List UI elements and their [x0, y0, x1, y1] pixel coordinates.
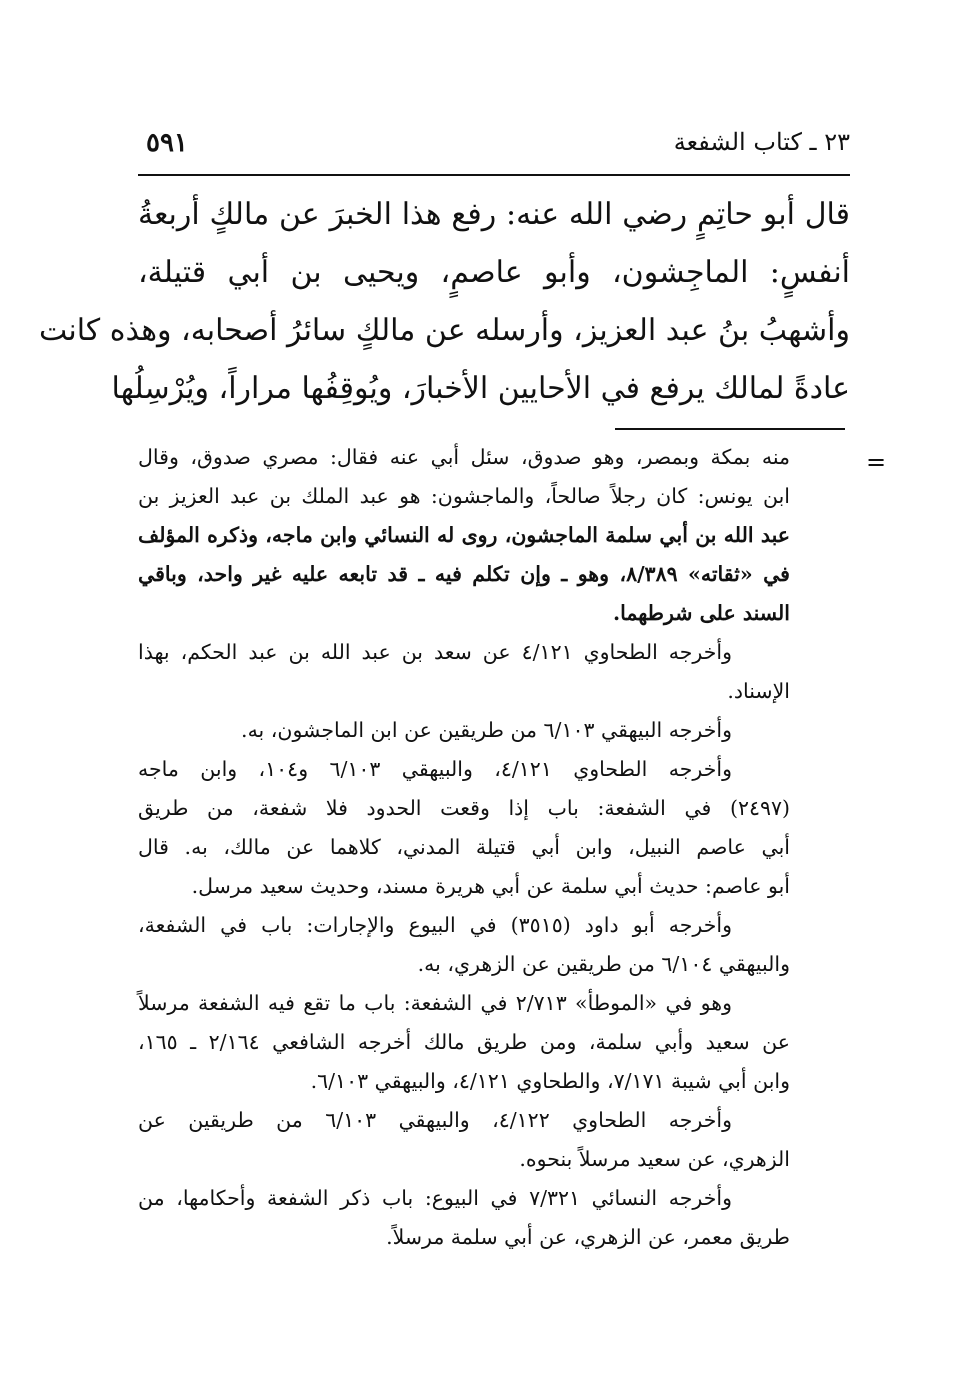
footnote-line: وأخرجه أبو داود (٣٥١٥) في البيوع والإجارات: باب في الشفعة، — [138, 913, 733, 937]
footnote-line: وهو في «الموطأ» ٢/٧١٣ في الشفعة: باب ما تقع فيه الشفعة مرسلاً — [138, 991, 732, 1015]
footnote-line: والبيهقي ٦/١٠٤ من طريقين عن الزهري، به. — [417, 952, 790, 976]
chapter-title: ٢٣ ـ كتاب الشفعة — [673, 128, 850, 156]
footnote-line: ابن يونس: كان رجلاً صالحاً، والماجشون: هو عبد الملك بن عبد العزيز بن — [138, 484, 790, 508]
footnote-line: وابن أبي شيبة ٧/١٧١، والطحاوي ٤/١٢١، والبيهقي ٦/١٠٣. — [310, 1069, 790, 1093]
main-text — [38, 186, 850, 418]
footnote-line: وأخرجه الطحاوي ٤/١٢١، والبيهقي ٦/١٠٣ و١٠٤، وابن ماجه — [138, 757, 732, 781]
continuation-mark: = — [866, 448, 887, 476]
footnote-line: أبي عاصم النبيل، وابن أبي قتيلة المدني، كلاهما عن مالك، به. قال — [138, 835, 790, 859]
footnote-line: منه بمكة وبمصر، وهو صدوق، سئل أبي عنه فقال: مصري صدوق، وقال — [138, 445, 790, 469]
footnote-line: السند على شرطهما. — [612, 601, 790, 625]
footnote-divider — [615, 428, 845, 430]
footnote-line: في «ثقاته» ٨/٣٨٩، وهو ـ وإن تكلم فيه ـ قد تابعه عليه غير واحد، وباقي — [138, 562, 790, 586]
main-text-line: وأشهبُ بنُ عبد العزيز، وأرسله عن مالكٍ سائرُ أصحابه، وهذه كانت — [38, 313, 850, 348]
footnote-line: طريق معمر، عن الزهري، عن أبي سلمة مرسلاً. — [386, 1225, 790, 1249]
footnote-line: وأخرجه الطحاوي ٤/١٢٢، والبيهقي ٦/١٠٣ من طريقين عن — [138, 1108, 732, 1132]
footnote-line: عبد الله بن أبي سلمة الماجشون، روى له النسائي وابن ماجه، وذكره المؤلف — [138, 523, 790, 547]
footnote-line: عن سعيد وأبي سلمة، ومن طريق مالك أخرجه الشافعي ٢/١٦٤ ـ ١٦٥، — [138, 1030, 790, 1054]
main-text-line: قال أبو حاتِمٍ رضي الله عنه: رفع هذا الخبرَ عن مالكٍ أربعةُ — [138, 197, 850, 232]
footnote-line: الإسناد. — [727, 679, 790, 703]
main-text-line: عادةً لمالك يرفع في الأحايين الأخبارَ، ويُوقِفُها مراراً، ويُرْسِلُها — [111, 371, 850, 406]
page-number: ٥٩١ — [146, 128, 188, 158]
main-text-line: أنفسٍ: الماجِشون، وأبو عاصمٍ، ويحيى بن أبي قتيلة، — [138, 255, 850, 290]
footnote-line: وأخرجه البيهقي ٦/١٠٣ من طريقين عن ابن الماجشون، به. — [241, 718, 732, 742]
footnote-line: الزهري، عن سعيد مرسلاً بنحوه. — [519, 1147, 790, 1171]
footnote-line: أبو عاصم: حديث أبي سلمة عن أبي هريرة مسند، وحديث سعيد مرسل. — [191, 874, 790, 898]
footnote-line: (٢٤٩٧) في الشفعة: باب إذا وقعت الحدود فلا شفعة، من طريق — [138, 796, 790, 820]
page-header — [138, 118, 850, 176]
footnotes — [138, 438, 850, 1257]
footnote-line: وأخرجه الطحاوي ٤/١٢١ عن سعد بن عبد الله بن عبد الحكم، بهذا — [138, 640, 732, 664]
footnote-line: وأخرجه النسائي ٧/٣٢١ في البيوع: باب ذكر الشفعة وأحكامها، من — [138, 1186, 732, 1210]
